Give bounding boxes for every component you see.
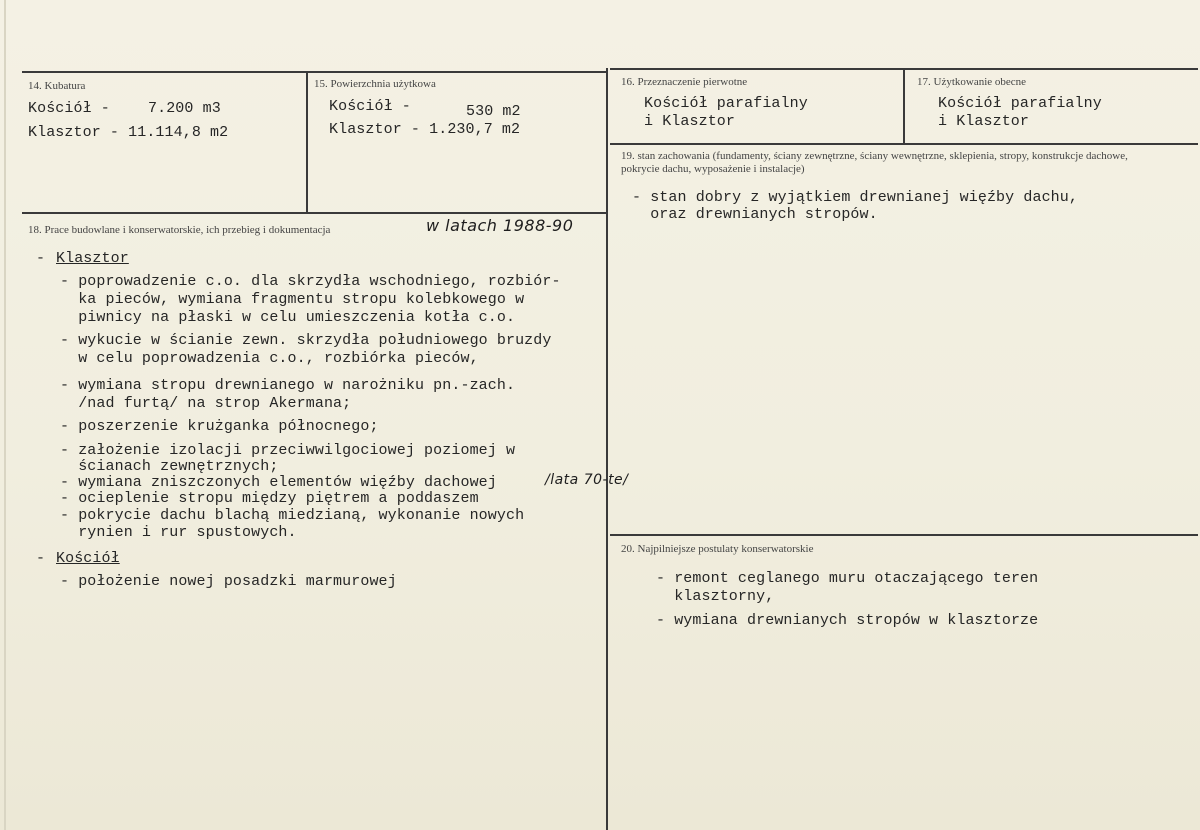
list-item: piwnicy na płaski w celu umieszczenia kotła c.o. [60,309,516,326]
section-19-line1: - stan dobry z wyjątkiem drewnianej więźby dachu, [632,189,1078,206]
section-14-church-name: Kościół - [28,100,110,117]
list-item: - wymiana zniszczonych elementów więźby dachowej [60,474,497,491]
section-17-line2: i Klasztor [938,113,1030,130]
section-17-line1: Kościół parafialny [938,95,1102,112]
divider-14-15 [306,71,308,213]
section-19-line2: oraz drewnianych stropów. [632,206,878,223]
handwritten-date-note: /lata 70-te/ [545,472,629,488]
list-item: - pokrycie dachu blachą miedzianą, wykonanie nowych [60,507,525,524]
section-20-label: 20. Najpilniejsze postulaty konserwatorskie [621,543,814,555]
list-item: rynien i rur spustowych. [60,524,297,541]
section-19-label: 19. stan zachowania (fundamenty, ściany zewnętrzne, ściany wewnętrzne, sklepienia, stropy, konstrukcje dachowe, pokrycie dachu, wyposażenie i instalacje) [621,150,1128,175]
section-16-line1: Kościół parafialny [644,95,808,112]
rule-above-20 [610,534,1198,536]
section-18-handwritten-years: w latach 1988-90 [426,216,574,235]
list-item: ścianach zewnętrznych; [60,458,279,475]
section-15-church-name: Kościół - [329,98,411,115]
list-item: - poprowadzenie c.o. dla skrzydła wschodniego, rozbiór- [60,273,561,290]
rule-above-18 [22,212,606,214]
list-item: - położenie nowej posadzki marmurowej [60,573,397,590]
list-item: - ocieplenie stropu między piętrem a poddaszem [60,490,479,507]
list-item: /nad furtą/ na strop Akermana; [60,395,352,412]
section-20-line2: klasztorny, [656,588,775,605]
section-15-church-value: 530 m2 [466,103,521,120]
list-item: w celu poprowadzenia c.o., rozbiórka pieców, [60,350,479,367]
section-14-label: 14. Kubatura [28,80,86,92]
section-14-monastery: Klasztor - 11.114,8 m2 [28,124,229,141]
section-16-line2: i Klasztor [644,113,736,130]
section-15-label: 15. Powierzchnia użytkowa [314,78,436,90]
group-kosciol-title: Kościół [56,550,120,567]
section-17-label: 17. Użytkowanie obecne [917,76,1027,88]
group-klasztor-dash: - [36,250,46,267]
top-rule-left [22,71,608,73]
group-klasztor-title: Klasztor [56,250,129,267]
section-14-church-value: 7.200 m3 [148,100,221,117]
group-kosciol-dash: - [36,550,46,567]
section-20-line1: - remont ceglanego muru otaczającego teren [656,570,1039,587]
list-item: - wymiana stropu drewnianego w narożniku pn.-zach. [60,377,516,394]
list-item: - wykucie w ścianie zewn. skrzydła południowego bruzdy [60,332,552,349]
divider-16-17 [903,68,905,144]
section-20-line3: - wymiana drewnianych stropów w klasztorze [656,612,1039,629]
list-item: - poszerzenie krużganka północnego; [60,418,379,435]
list-item: - założenie izolacji przeciwwilgociowej poziomej w [60,442,516,459]
section-15-monastery: Klasztor - 1.230,7 m2 [329,121,521,138]
list-item: ka pieców, wymiana fragmentu stropu kolebkowego w [60,291,525,308]
center-divider [606,68,608,830]
section-16-label: 16. Przeznaczenie pierwotne [621,76,748,88]
section-18-label: 18. Prace budowlane i konserwatorskie, ich przebieg i dokumentacja [28,224,331,236]
